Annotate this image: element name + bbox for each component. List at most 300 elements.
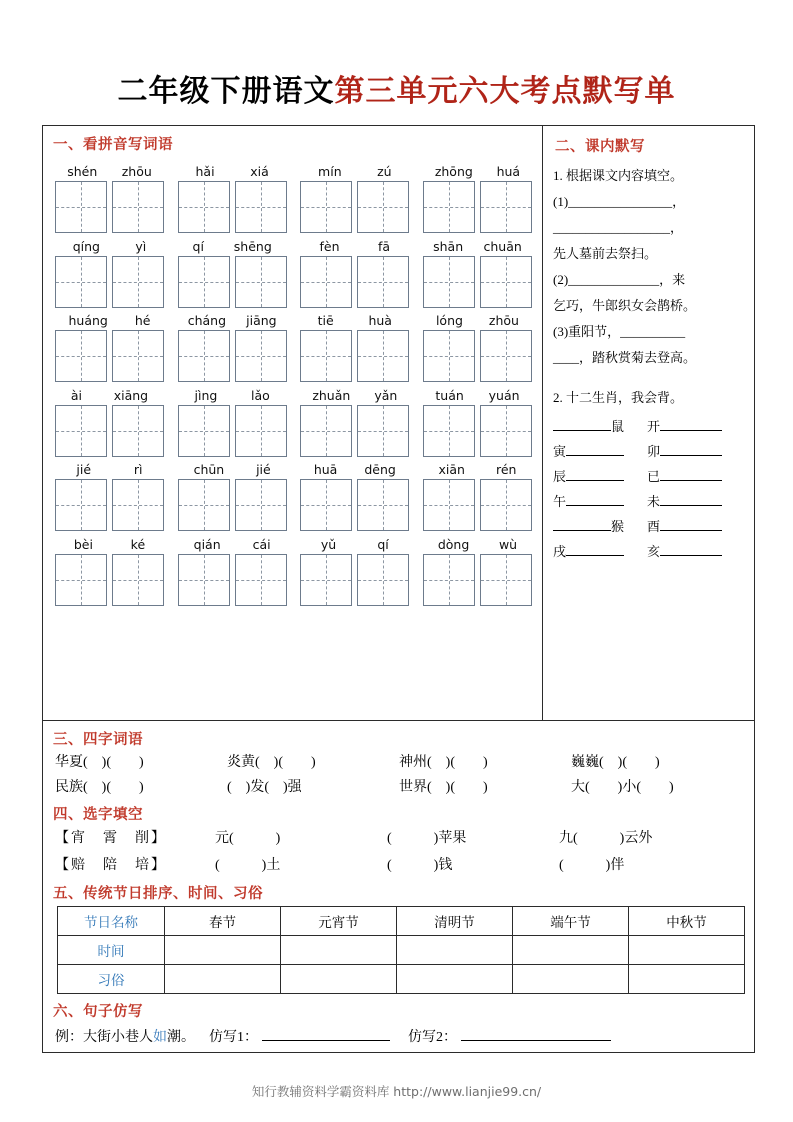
- pinyin-syllable: ài: [70, 387, 82, 403]
- pinyin-word-group: [178, 537, 287, 606]
- festival-answer-cell[interactable]: [281, 936, 397, 965]
- festival-name-cell: 元宵节: [281, 907, 397, 936]
- pinyin-syllable: yǔ: [320, 536, 337, 552]
- tianzige-writing-box[interactable]: [112, 181, 164, 233]
- pinyin-syllable: bèi: [73, 536, 93, 552]
- pinyin-label-pair: [423, 462, 532, 479]
- tianzige-pair: [55, 256, 164, 308]
- festival-table-row: [58, 965, 745, 994]
- tianzige-pair: [178, 479, 287, 531]
- page-title-black: 二年级下册语文: [117, 75, 335, 108]
- pinyin-word-group: [423, 313, 532, 382]
- pinyin-syllable: shān: [433, 238, 464, 254]
- tianzige-writing-box[interactable]: [480, 405, 532, 457]
- tianzige-writing-box[interactable]: [423, 554, 475, 606]
- tianzige-writing-box[interactable]: [235, 330, 287, 382]
- dictation-blank-line[interactable]: 乞巧，牛郎织女会鹊桥。: [553, 298, 697, 313]
- zodiac-cell-right[interactable]: [647, 488, 741, 513]
- four-char-row: [51, 775, 746, 800]
- choose-character-blank[interactable]: ( )土: [215, 858, 281, 873]
- festival-table-row: [58, 936, 745, 965]
- choose-character-row: [51, 852, 746, 879]
- pinyin-syllable: cháng: [187, 313, 227, 328]
- festival-name-cell: 端午节: [513, 907, 629, 936]
- tianzige-pair: [300, 554, 409, 606]
- zodiac-cell-left[interactable]: [553, 488, 647, 513]
- section-5-festival-table: [43, 882, 754, 994]
- pinyin-word-group: [178, 388, 287, 457]
- tianzige-pair: [55, 181, 164, 233]
- pinyin-label-pair: [55, 164, 164, 181]
- choose-character-blank[interactable]: ( )钱: [387, 858, 453, 873]
- festival-table: [57, 906, 745, 994]
- tianzige-pair: [300, 181, 409, 233]
- festival-answer-cell[interactable]: [629, 936, 745, 965]
- section-2-q2-title: 2. 十二生肖，我会背。: [553, 390, 684, 405]
- lower-sections: [43, 721, 754, 1046]
- four-char-row: [51, 750, 746, 775]
- tianzige-writing-box[interactable]: [235, 479, 287, 531]
- pinyin-syllable: huà: [368, 313, 392, 328]
- choose-character-blank[interactable]: ( )苹果: [387, 831, 467, 846]
- pinyin-word-group: [300, 537, 409, 606]
- tianzige-writing-box[interactable]: [357, 181, 409, 233]
- tianzige-writing-box[interactable]: [55, 405, 107, 457]
- pinyin-syllable: qíng: [72, 238, 100, 254]
- section-2-heading: 二、课内默写: [555, 139, 645, 155]
- pinyin-word-group: [423, 462, 532, 531]
- dictation-blank-line[interactable]: (1)________________，: [553, 194, 686, 209]
- section-6-heading: 六、句子仿写: [53, 1004, 143, 1020]
- example-blue-char: 如: [153, 1030, 167, 1045]
- festival-row-label: 时间: [58, 936, 165, 965]
- pinyin-syllable: zhōng: [434, 164, 473, 179]
- pinyin-label-pair: [423, 537, 532, 554]
- pinyin-syllable: shēng: [233, 238, 272, 254]
- zodiac-blank[interactable]: [660, 513, 722, 531]
- tianzige-writing-box[interactable]: [357, 256, 409, 308]
- choose-character-row: [51, 825, 746, 852]
- pinyin-row: [51, 537, 536, 606]
- tianzige-writing-box[interactable]: [423, 405, 475, 457]
- tianzige-writing-box[interactable]: [235, 256, 287, 308]
- festival-answer-cell[interactable]: [397, 965, 513, 994]
- pinyin-label-pair: [55, 313, 164, 330]
- pinyin-syllable: zhuǎn: [312, 387, 351, 403]
- festival-name-cell: 春节: [165, 907, 281, 936]
- pinyin-syllable: xiān: [438, 462, 465, 477]
- zodiac-blank[interactable]: [553, 513, 611, 531]
- section-1-heading: 一、看拼音写词语: [53, 137, 173, 153]
- festival-row-label: 节日名称: [58, 907, 165, 936]
- zodiac-blank[interactable]: [566, 538, 624, 556]
- tianzige-writing-box[interactable]: [480, 181, 532, 233]
- pinyin-word-group: [178, 313, 287, 382]
- tianzige-pair: [178, 330, 287, 382]
- pinyin-syllable: mín: [318, 164, 342, 179]
- pinyin-syllable: xiá: [250, 164, 269, 179]
- zodiac-blank[interactable]: [566, 438, 624, 456]
- pinyin-syllable: fèn: [319, 238, 340, 254]
- pinyin-label-pair: [178, 537, 287, 554]
- choose-character-set: 【赔 陪 培】: [55, 858, 167, 873]
- dictation-blank-line[interactable]: __________________，: [553, 220, 684, 235]
- zodiac-row: [553, 513, 746, 538]
- tianzige-pair: [300, 330, 409, 382]
- sentence-example-row: [51, 1024, 746, 1046]
- tianzige-pair: [423, 479, 532, 531]
- pinyin-word-group: [55, 164, 164, 233]
- zodiac-cell-left[interactable]: [553, 463, 647, 488]
- zodiac-stem-char: 酉: [647, 519, 661, 534]
- pinyin-syllable: qí: [377, 536, 389, 552]
- zodiac-stem-char: 午: [553, 494, 567, 509]
- pinyin-word-group: [423, 537, 532, 606]
- pinyin-syllable: chūn: [193, 462, 225, 477]
- pinyin-word-group: [423, 388, 532, 457]
- tianzige-writing-box[interactable]: [300, 256, 352, 308]
- zodiac-stem-char: 已: [647, 469, 661, 484]
- pinyin-label-pair: [423, 164, 532, 181]
- tianzige-writing-box[interactable]: [178, 479, 230, 531]
- pinyin-rows-container: [43, 158, 542, 606]
- pinyin-syllable: tiē: [317, 313, 334, 328]
- pinyin-syllable: rì: [133, 462, 143, 477]
- tianzige-pair: [300, 479, 409, 531]
- zodiac-blank[interactable]: [566, 488, 624, 506]
- pinyin-syllable: zhōu: [121, 164, 152, 179]
- tianzige-writing-box[interactable]: [112, 256, 164, 308]
- pinyin-syllable: zhōu: [488, 313, 519, 328]
- pinyin-syllable: chuān: [483, 238, 522, 254]
- pinyin-syllable: huáng: [68, 313, 108, 328]
- example-prefix: 例：大街小巷人: [55, 1030, 153, 1045]
- pinyin-word-group: [55, 537, 164, 606]
- top-area: [43, 126, 754, 721]
- pinyin-syllable: cái: [252, 536, 271, 552]
- pinyin-syllable: huā: [313, 462, 338, 477]
- four-char-item[interactable]: 大( )小( ): [571, 780, 674, 795]
- zodiac-blank[interactable]: [660, 413, 722, 431]
- imitation-1-label: 仿写1：: [209, 1030, 258, 1045]
- tianzige-writing-box[interactable]: [235, 405, 287, 457]
- pinyin-syllable: yǎn: [374, 387, 398, 403]
- pinyin-label-pair: [300, 164, 409, 181]
- tianzige-pair: [55, 479, 164, 531]
- zodiac-stem-char: 开: [647, 419, 661, 434]
- tianzige-pair: [300, 405, 409, 457]
- zodiac-blank[interactable]: [660, 438, 722, 456]
- tianzige-writing-box[interactable]: [55, 181, 107, 233]
- tianzige-writing-box[interactable]: [423, 181, 475, 233]
- pinyin-syllable: jié: [76, 462, 92, 477]
- zodiac-stem-char: 戌: [553, 544, 567, 559]
- zodiac-cell-right[interactable]: [647, 538, 741, 563]
- tianzige-writing-box[interactable]: [480, 554, 532, 606]
- tianzige-pair: [423, 181, 532, 233]
- festival-answer-cell[interactable]: [629, 965, 745, 994]
- pinyin-word-group: [55, 388, 164, 457]
- festival-answer-cell[interactable]: [165, 965, 281, 994]
- tianzige-pair: [423, 256, 532, 308]
- tianzige-writing-box[interactable]: [55, 479, 107, 531]
- zodiac-animal-char: 猴: [611, 519, 625, 534]
- section-4-heading: 四、选字填空: [53, 807, 143, 823]
- spacer: [553, 371, 746, 385]
- tianzige-writing-box[interactable]: [178, 256, 230, 308]
- pinyin-word-group: [178, 164, 287, 233]
- pinyin-syllable: qián: [193, 536, 221, 552]
- dictation-blank-line[interactable]: ____，踏秋赏菊去登高。: [553, 350, 697, 365]
- tianzige-writing-box[interactable]: [480, 479, 532, 531]
- pinyin-syllable: huá: [496, 164, 521, 179]
- tianzige-writing-box[interactable]: [112, 479, 164, 531]
- tianzige-writing-box[interactable]: [55, 554, 107, 606]
- pinyin-word-group: [300, 313, 409, 382]
- pinyin-syllable: yì: [135, 238, 147, 254]
- pinyin-label-pair: [423, 313, 532, 330]
- pinyin-syllable: dēng: [364, 462, 396, 477]
- zodiac-cell-right[interactable]: [647, 513, 741, 538]
- pinyin-label-pair: [178, 313, 287, 330]
- worksheet-frame: [42, 125, 755, 1053]
- tianzige-writing-box[interactable]: [55, 256, 107, 308]
- festival-answer-cell[interactable]: [513, 936, 629, 965]
- tianzige-writing-box[interactable]: [300, 405, 352, 457]
- pinyin-syllable: jié: [256, 462, 271, 477]
- page-title: [0, 66, 793, 110]
- pinyin-syllable: yuán: [488, 387, 520, 403]
- festival-answer-cell[interactable]: [397, 936, 513, 965]
- zodiac-animal-char: 鼠: [611, 419, 625, 434]
- zodiac-rows-container: [553, 413, 746, 563]
- pinyin-label-pair: [178, 462, 287, 479]
- pinyin-syllable: ké: [130, 536, 146, 552]
- pinyin-syllable: shén: [67, 164, 98, 179]
- festival-answer-cell[interactable]: [513, 965, 629, 994]
- tianzige-writing-box[interactable]: [178, 181, 230, 233]
- tianzige-pair: [300, 256, 409, 308]
- section-6-sentence-imitation: [43, 1000, 754, 1046]
- tianzige-writing-box[interactable]: [112, 405, 164, 457]
- four-char-item[interactable]: 巍巍( )( ): [571, 755, 660, 770]
- dictation-blank-line[interactable]: (2)______________，来: [553, 272, 686, 287]
- section-4-choose-character: [43, 803, 754, 879]
- festival-answer-cell[interactable]: [281, 965, 397, 994]
- section-2-q1-title: 1. 根据课文内容填空。: [553, 168, 684, 183]
- zodiac-cell-right[interactable]: [647, 438, 741, 463]
- zodiac-cell-left[interactable]: [553, 413, 647, 438]
- tianzige-writing-box[interactable]: [112, 330, 164, 382]
- pinyin-syllable: xiāng: [113, 387, 149, 403]
- tianzige-writing-box[interactable]: [357, 479, 409, 531]
- festival-table-row: [58, 907, 745, 936]
- choose-character-blank[interactable]: 九( )云外: [559, 831, 653, 846]
- tianzige-pair: [423, 405, 532, 457]
- pinyin-word-group: [423, 164, 532, 233]
- four-char-item[interactable]: 世界( )( ): [399, 780, 488, 795]
- zodiac-blank[interactable]: [660, 488, 722, 506]
- tianzige-writing-box[interactable]: [235, 554, 287, 606]
- pinyin-word-group: [55, 462, 164, 531]
- zodiac-stem-char: 寅: [553, 444, 567, 459]
- zodiac-stem-char: 未: [647, 494, 661, 509]
- pinyin-label-pair: [300, 388, 409, 405]
- zodiac-cell-left[interactable]: [553, 513, 647, 538]
- page-title-red: 第三单元六大考点默写单: [334, 75, 676, 108]
- zodiac-blank[interactable]: [660, 538, 722, 556]
- pinyin-syllable: hǎi: [195, 164, 215, 179]
- zodiac-blank[interactable]: [660, 463, 722, 481]
- four-char-rows-container: [51, 750, 746, 800]
- pinyin-label-pair: [55, 537, 164, 554]
- section-2-dictation: [543, 126, 754, 720]
- zodiac-stem-char: 亥: [647, 544, 661, 559]
- festival-answer-cell[interactable]: [165, 936, 281, 965]
- pinyin-label-pair: [300, 537, 409, 554]
- tianzige-pair: [55, 554, 164, 606]
- festival-name-cell: 中秋节: [629, 907, 745, 936]
- pinyin-label-pair: [178, 164, 287, 181]
- pinyin-label-pair: [178, 388, 287, 405]
- tianzige-writing-box[interactable]: [300, 330, 352, 382]
- festival-row-label: 习俗: [58, 965, 165, 994]
- section-1-pinyin-writing: [43, 126, 543, 720]
- zodiac-cell-left[interactable]: [553, 438, 647, 463]
- choose-character-blank[interactable]: 元( ): [215, 831, 281, 846]
- tianzige-pair: [178, 405, 287, 457]
- pinyin-label-pair: [55, 388, 164, 405]
- pinyin-syllable: qí: [192, 238, 204, 254]
- tianzige-writing-box[interactable]: [112, 554, 164, 606]
- tianzige-writing-box[interactable]: [178, 330, 230, 382]
- tianzige-pair: [178, 554, 287, 606]
- pinyin-row: [51, 239, 536, 308]
- pinyin-word-group: [178, 462, 287, 531]
- zodiac-cell-right[interactable]: [647, 463, 741, 488]
- dictation-blank-line[interactable]: (3)重阳节，__________: [553, 324, 686, 339]
- tianzige-writing-box[interactable]: [357, 330, 409, 382]
- imitation-2-blank[interactable]: [461, 1024, 611, 1041]
- zodiac-row: [553, 438, 746, 463]
- festival-name-cell: 清明节: [397, 907, 513, 936]
- pinyin-label-pair: [300, 239, 409, 256]
- pinyin-label-pair: [423, 239, 532, 256]
- pinyin-word-group: [55, 313, 164, 382]
- pinyin-word-group: [300, 388, 409, 457]
- tianzige-pair: [423, 330, 532, 382]
- imitation-2-label: 仿写2：: [408, 1030, 457, 1045]
- pinyin-syllable: zú: [377, 164, 392, 179]
- tianzige-writing-box[interactable]: [480, 256, 532, 308]
- tianzige-writing-box[interactable]: [423, 479, 475, 531]
- section-3-heading: 三、四字词语: [53, 732, 143, 748]
- zodiac-stem-char: 辰: [553, 469, 567, 484]
- tianzige-pair: [55, 330, 164, 382]
- tianzige-writing-box[interactable]: [178, 405, 230, 457]
- pinyin-word-group: [300, 239, 409, 308]
- imitation-1-blank[interactable]: [262, 1024, 390, 1041]
- pinyin-label-pair: [55, 239, 164, 256]
- zodiac-row: [553, 538, 746, 563]
- pinyin-word-group: [300, 462, 409, 531]
- pinyin-syllable: lóng: [435, 313, 463, 328]
- four-char-item[interactable]: 炎黄( )( ): [227, 755, 316, 770]
- pinyin-word-group: [300, 164, 409, 233]
- four-char-item[interactable]: 神州( )( ): [399, 755, 488, 770]
- dictation-lines-container: [553, 189, 746, 371]
- pinyin-row: [51, 462, 536, 531]
- choose-rows-container: [51, 825, 746, 879]
- pinyin-syllable: tuán: [435, 387, 464, 403]
- tianzige-pair: [423, 554, 532, 606]
- zodiac-row: [553, 413, 746, 438]
- pinyin-row: [51, 388, 536, 457]
- tianzige-writing-box[interactable]: [300, 479, 352, 531]
- pinyin-syllable: hé: [134, 313, 151, 328]
- zodiac-blank[interactable]: [553, 413, 611, 431]
- tianzige-writing-box[interactable]: [480, 330, 532, 382]
- tianzige-writing-box[interactable]: [178, 554, 230, 606]
- pinyin-syllable: fā: [378, 238, 391, 254]
- choose-character-blank[interactable]: ( )伴: [559, 858, 625, 873]
- zodiac-row: [553, 463, 746, 488]
- pinyin-syllable: lǎo: [251, 387, 270, 403]
- pinyin-syllable: wù: [498, 536, 518, 552]
- zodiac-row: [553, 488, 746, 513]
- pinyin-label-pair: [423, 388, 532, 405]
- pinyin-label-pair: [300, 462, 409, 479]
- pinyin-row: [51, 164, 536, 233]
- tianzige-writing-box[interactable]: [300, 181, 352, 233]
- pinyin-syllable: jìng: [194, 387, 218, 403]
- pinyin-label-pair: [178, 239, 287, 256]
- section-5-heading: 五、传统节日排序、时间、习俗: [53, 886, 263, 902]
- zodiac-stem-char: 卯: [647, 444, 661, 459]
- pinyin-label-pair: [55, 462, 164, 479]
- tianzige-writing-box[interactable]: [423, 330, 475, 382]
- four-char-item[interactable]: ( )发( )强: [227, 780, 302, 795]
- tianzige-pair: [55, 405, 164, 457]
- example-suffix: 潮。: [167, 1030, 195, 1045]
- four-char-item[interactable]: 华夏( )( ): [55, 755, 144, 770]
- pinyin-word-group: [423, 239, 532, 308]
- pinyin-syllable: dòng: [437, 536, 470, 552]
- pinyin-syllable: jiāng: [246, 313, 277, 328]
- pinyin-word-group: [178, 239, 287, 308]
- tianzige-pair: [178, 256, 287, 308]
- zodiac-cell-left[interactable]: [553, 538, 647, 563]
- pinyin-row: [51, 313, 536, 382]
- zodiac-blank[interactable]: [566, 463, 624, 481]
- pinyin-word-group: [55, 239, 164, 308]
- tianzige-writing-box[interactable]: [357, 554, 409, 606]
- pinyin-syllable: rén: [495, 462, 517, 477]
- tianzige-pair: [178, 181, 287, 233]
- tianzige-writing-box[interactable]: [357, 405, 409, 457]
- section-3-four-char-words: [43, 728, 754, 800]
- tianzige-writing-box[interactable]: [300, 554, 352, 606]
- footer-watermark: 知行教辅资料学霸资料库 http://www.lianjie99.cn/: [251, 1084, 542, 1099]
- choose-character-set: 【宵 霄 削】: [55, 831, 167, 846]
- dictation-blank-line[interactable]: 先人墓前去祭扫。: [553, 246, 658, 261]
- pinyin-label-pair: [300, 313, 409, 330]
- four-char-item[interactable]: 民族( )( ): [55, 780, 144, 795]
- tianzige-writing-box[interactable]: [55, 330, 107, 382]
- tianzige-writing-box[interactable]: [423, 256, 475, 308]
- tianzige-writing-box[interactable]: [235, 181, 287, 233]
- zodiac-cell-right[interactable]: [647, 413, 741, 438]
